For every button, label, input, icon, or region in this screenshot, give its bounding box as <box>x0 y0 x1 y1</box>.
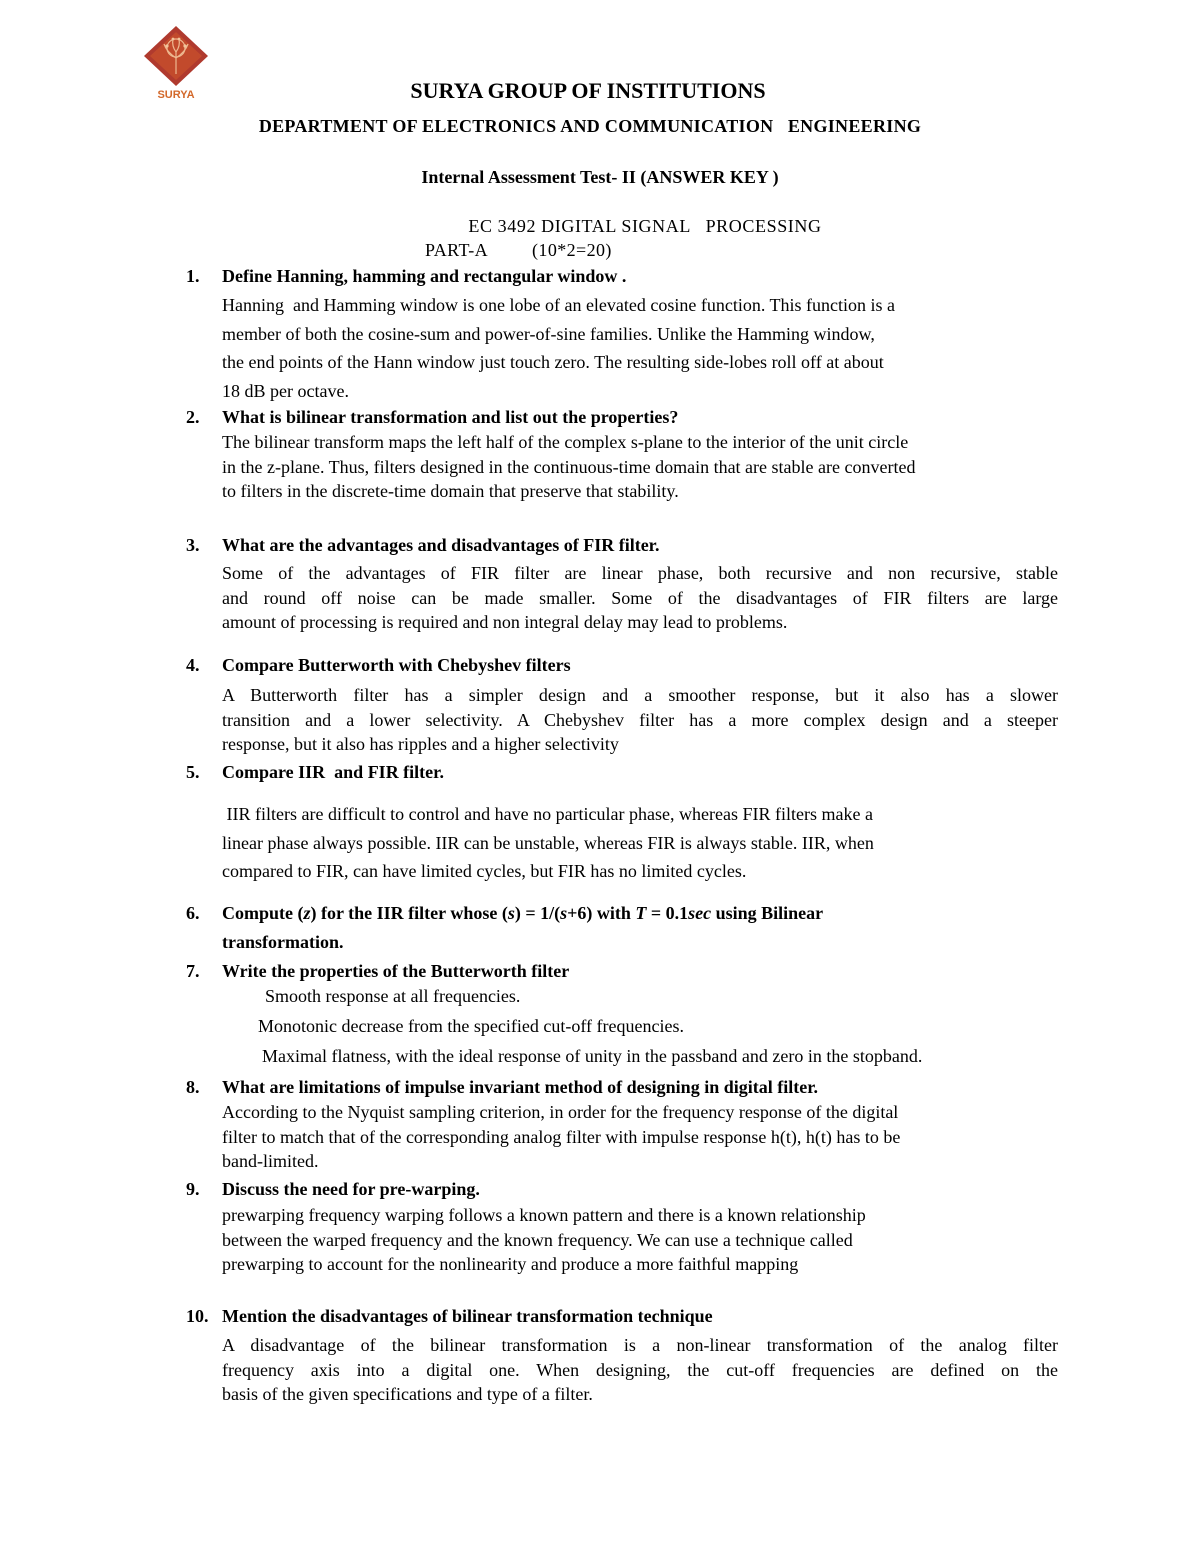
answer-line: member of both the cosine-sum and power-of-sine families. Unlike the Hamming window, <box>222 323 875 344</box>
question-text-var: T <box>635 903 647 923</box>
answer-line: frequency axis into a digital one. When designing, the cut-off frequencies are defined on the <box>222 1359 1058 1380</box>
question-number: 3. <box>186 535 200 555</box>
question-number: 4. <box>186 655 200 675</box>
question-text-part: = 0.1 <box>646 903 689 923</box>
answer-line: 18 dB per octave. <box>222 380 349 401</box>
question-number: 10. <box>186 1306 209 1326</box>
answer-line: prewarping frequency warping follows a known pattern and there is a known relationship <box>222 1205 866 1225</box>
question-text-var: sec <box>688 903 712 923</box>
question-text: What is bilinear transformation and list out the properties? <box>222 407 679 427</box>
answer-line: A disadvantage of the bilinear transformation is a non-linear transformation of the analog filter <box>222 1335 1058 1355</box>
question-number: 5. <box>186 762 200 782</box>
question-text: transformation. <box>222 932 344 952</box>
institution-title: SURYA GROUP OF INSTITUTIONS <box>410 78 766 103</box>
answer-line: band-limited. <box>222 1151 319 1172</box>
answer-3 <box>222 561 1058 635</box>
question-number: 8. <box>186 1077 200 1097</box>
answer-9 <box>222 1203 866 1277</box>
question-text: Compare IIR and FIR filter. <box>222 762 445 782</box>
question-text-part: Compute ( <box>222 903 304 923</box>
answer-line: response, but it also has ripples and a higher selectivity <box>222 734 619 755</box>
question-text-part: ) for the IIR filter whose ( <box>310 903 508 923</box>
answer-line: Some of the advantages of FIR filter are linear phase, both recursive and non recursive, stable <box>222 563 1058 583</box>
answer-line: in the z-plane. Thus, filters designed in the continuous-time domain that are stable are converted <box>222 456 916 477</box>
part-heading <box>425 240 612 261</box>
answer-line: the end points of the Hann window just touch zero. The resulting side-lobes roll off at about <box>222 352 884 372</box>
answer-line: and round off noise can be made smaller. Some of the disadvantages of FIR filters are large <box>222 587 1058 608</box>
question-text-var: s <box>507 903 515 923</box>
question-number: 7. <box>186 961 200 981</box>
question-text-var: s <box>560 903 568 923</box>
question-text: Discuss the need for pre-warping. <box>222 1179 480 1199</box>
property-line: Smooth response at all frequencies. <box>265 986 521 1006</box>
answer-line: filter to match that of the corresponding analog filter with impulse response h(t), h(t) has to be <box>222 1126 901 1147</box>
answer-line: to filters in the discrete-time domain that preserve that stability. <box>222 481 679 502</box>
department-title: DEPARTMENT OF ELECTRONICS AND COMMUNICATION ENGINEERING <box>258 116 922 136</box>
course-title: EC 3492 DIGITAL SIGNAL PROCESSING <box>468 216 822 236</box>
question-text-part: ) = 1/( <box>514 903 561 923</box>
part-marks: (10*2=20) <box>532 240 612 260</box>
answer-1 <box>222 291 895 405</box>
part-label: PART-A <box>425 240 489 260</box>
answer-line: linear phase always possible. IIR can be unstable, whereas FIR is always stable. IIR, when <box>222 832 874 853</box>
question-number: 2. <box>186 407 200 427</box>
answer-line: basis of the given specifications and type of a filter. <box>222 1384 593 1405</box>
answer-line: compared to FIR, can have limited cycles, but FIR has no limited cycles. <box>222 861 747 881</box>
answer-line: IIR filters are difficult to control and have no particular phase, whereas FIR filters make a <box>222 804 873 824</box>
question-text <box>222 903 823 924</box>
answer-line: prewarping to account for the nonlinearity and produce a more faithful mapping <box>222 1254 799 1275</box>
question-text: What are limitations of impulse invariant method of designing in digital filter. <box>222 1077 819 1097</box>
question-text: Mention the disadvantages of bilinear transformation technique <box>222 1306 713 1326</box>
answer-10 <box>222 1333 1058 1407</box>
answer-4 <box>222 683 1058 757</box>
answer-5 <box>222 800 874 886</box>
test-title: Internal Assessment Test- II (ANSWER KEY ) <box>421 167 779 187</box>
answer-line: Hanning and Hamming window is one lobe of an elevated cosine function. This function is a <box>222 295 896 315</box>
question-number: 9. <box>186 1179 200 1199</box>
answer-line: According to the Nyquist sampling criterion, in order for the frequency response of the digital <box>222 1102 899 1122</box>
answer-line: between the warped frequency and the known frequency. We can use a technique called <box>222 1229 853 1250</box>
property-line: Monotonic decrease from the specified cut-off frequencies. <box>258 1016 684 1036</box>
answer-2 <box>222 430 915 504</box>
answer-line: The bilinear transform maps the left half of the complex s-plane to the interior of the unit circle <box>222 432 909 452</box>
answer-line: transition and a lower selectivity. A Chebyshev filter has a more complex design and a steeper <box>222 709 1058 730</box>
question-number: 1. <box>186 266 200 286</box>
question-text-part: using Bilinear <box>711 903 824 923</box>
question-text: Write the properties of the Butterworth filter <box>222 961 570 981</box>
question-text-var: z <box>303 903 311 923</box>
answer-8 <box>222 1100 900 1174</box>
property-line: Maximal flatness, with the ideal response of unity in the passband and zero in the stopband. <box>262 1046 923 1066</box>
question-text: Define Hanning, hamming and rectangular window . <box>222 266 627 286</box>
question-number: 6. <box>186 903 200 923</box>
answer-line: amount of processing is required and non integral delay may lead to problems. <box>222 612 788 633</box>
question-text-part: +6) with <box>567 903 636 923</box>
logo-wordmark: SURYA <box>157 89 195 101</box>
question-text: What are the advantages and disadvantages of FIR filter. <box>222 535 660 555</box>
answer-line: A Butterworth filter has a simpler design and a smoother response, but it also has a slower <box>222 685 1058 705</box>
question-text: Compare Butterworth with Chebyshev filters <box>222 655 571 675</box>
